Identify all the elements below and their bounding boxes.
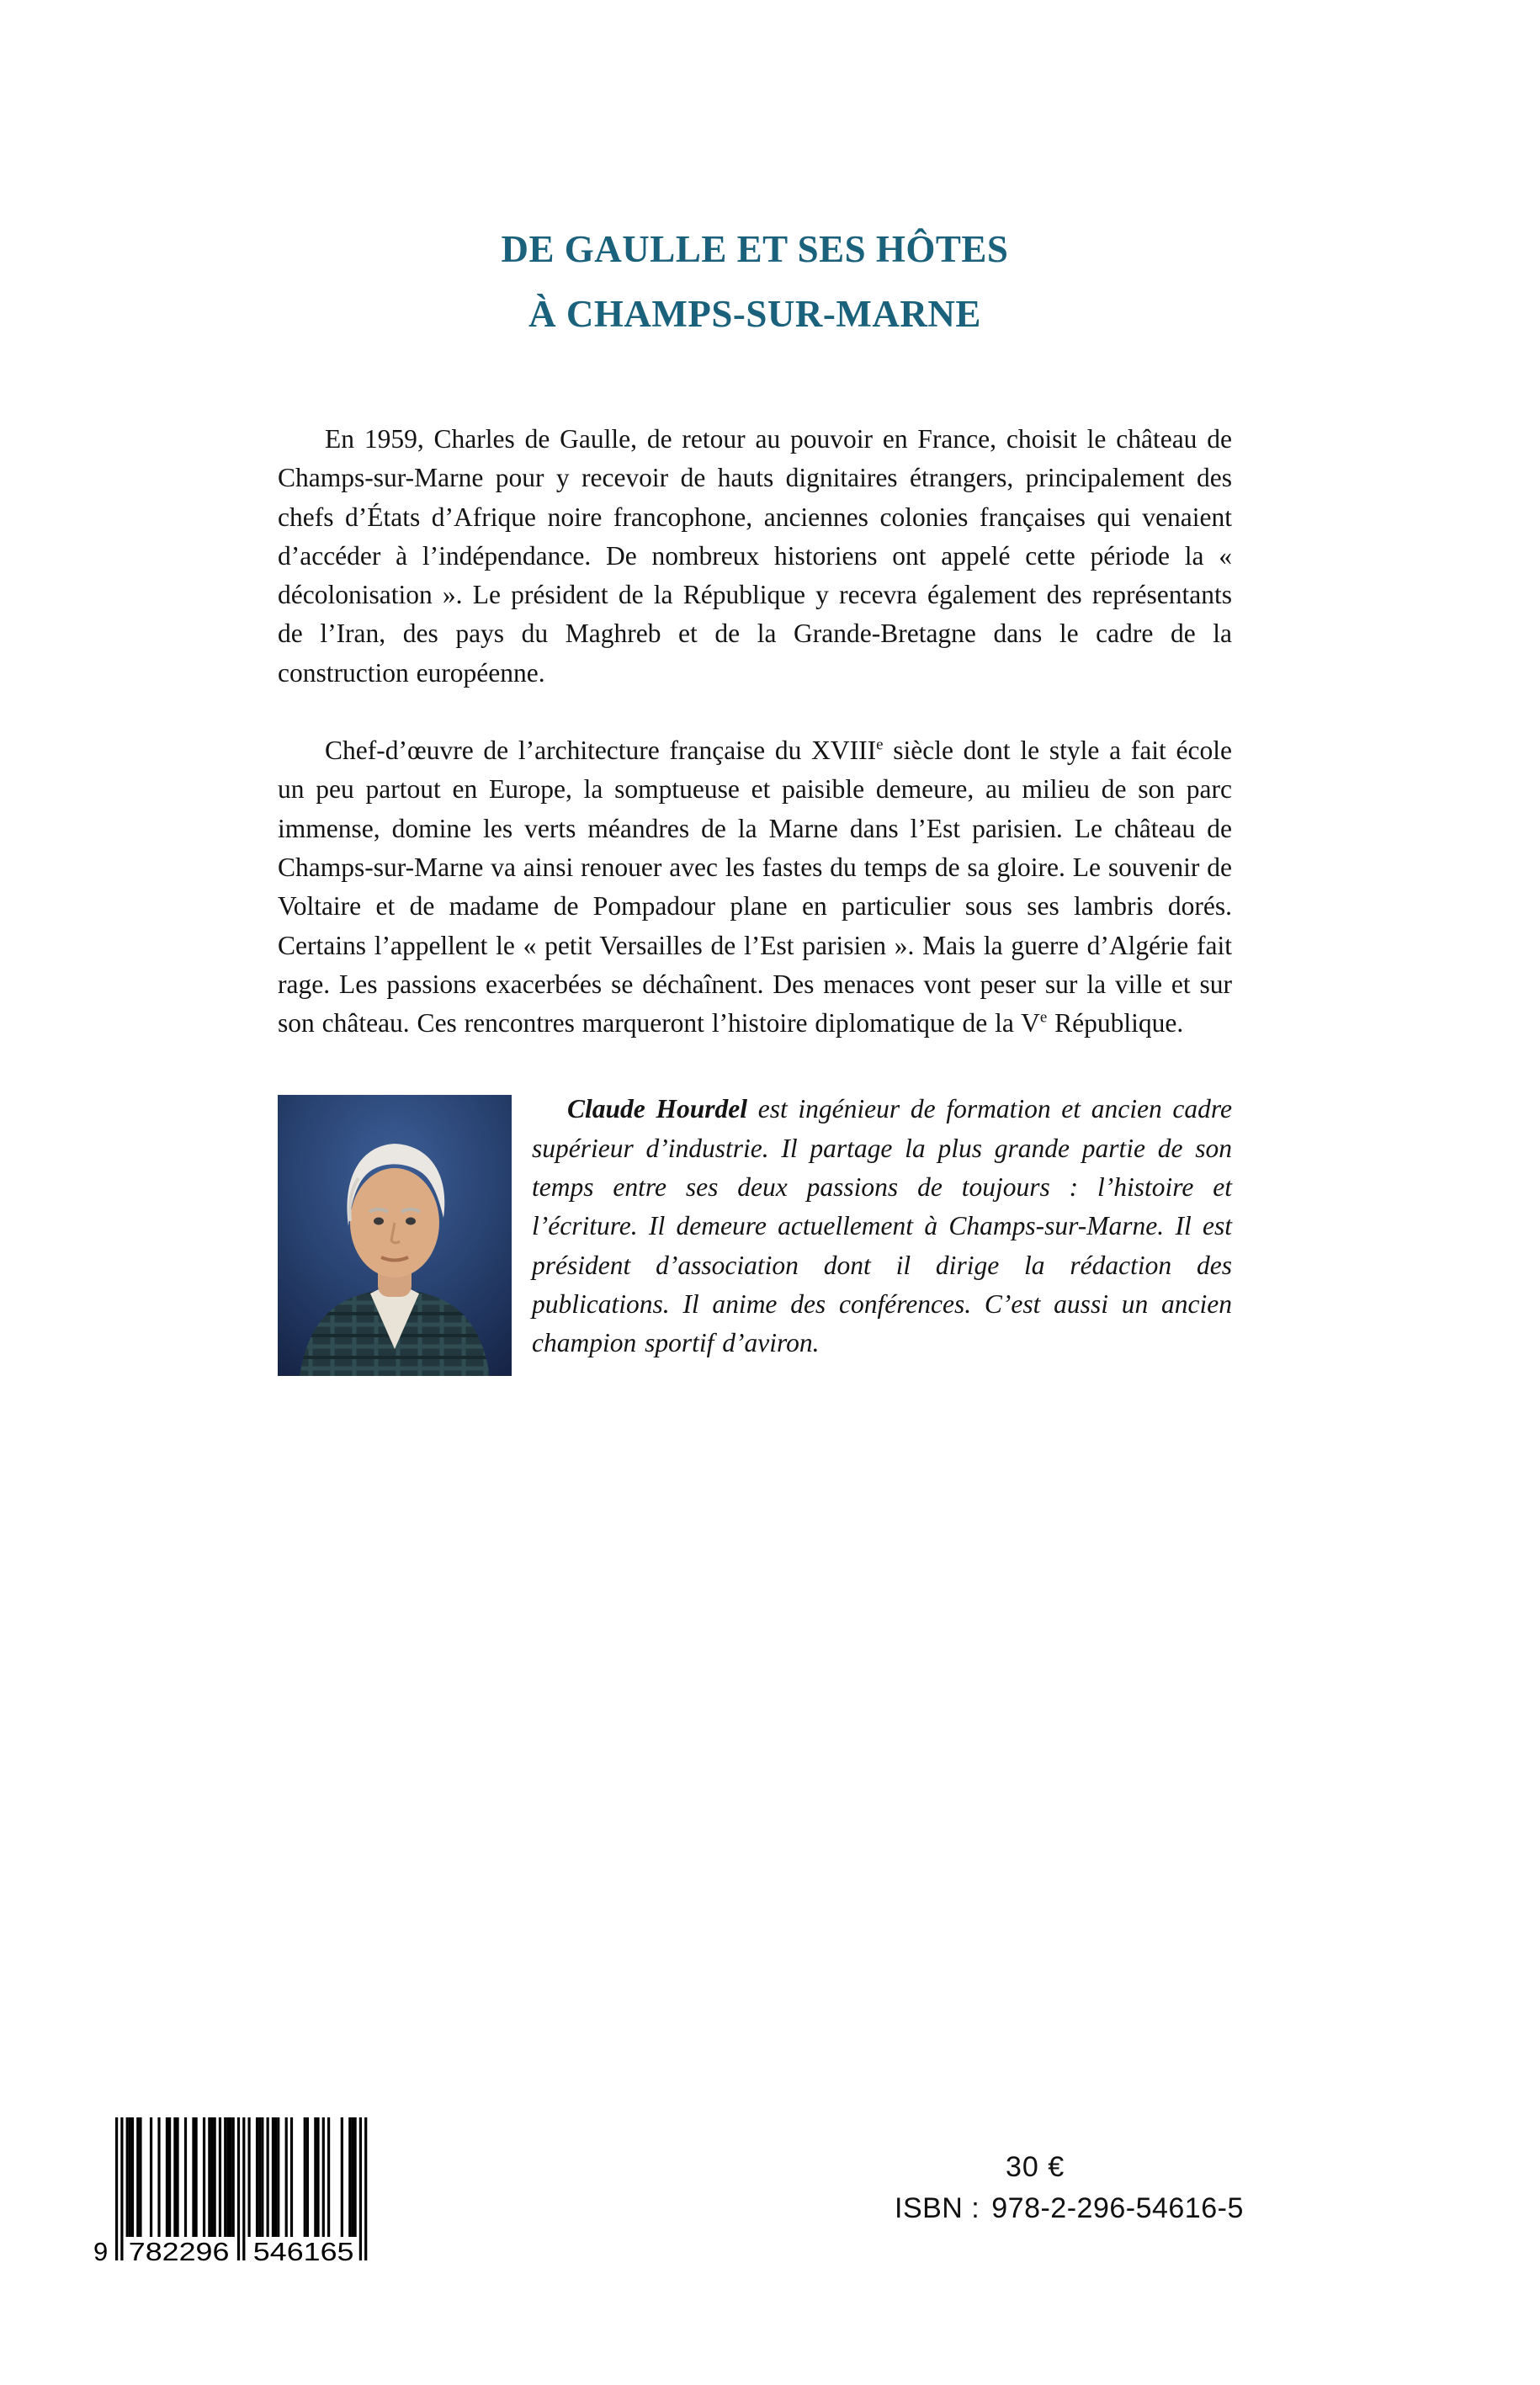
price-isbn-block bbox=[895, 2151, 1244, 2225]
superscript-e: e bbox=[876, 736, 884, 754]
isbn-line bbox=[895, 2192, 1244, 2225]
author-portrait-image bbox=[278, 1095, 512, 1376]
paragraph-2 bbox=[278, 731, 1232, 1043]
svg-text:9: 9 bbox=[93, 2237, 109, 2266]
isbn-label: ISBN : bbox=[895, 2192, 980, 2224]
book-title-line2: À CHAMPS-SUR-MARNE bbox=[528, 292, 981, 335]
superscript-e: e bbox=[1039, 1008, 1048, 1027]
price: 30 € bbox=[1006, 2151, 1065, 2183]
paragraph-2-part1: Chef-d’œuvre de l’architecture française du XVIII bbox=[325, 736, 877, 766]
author-bio-text: est ingénieur de formation et ancien cadre supérieur d’industrie. Il partage la plus grande partie de son temps entre ses deux passions de toujours : l’histoire et l’écriture. Il demeure actuellement à Champs-sur-Marne. Il est président d’association dont il dirige la rédaction des publications. Il anime des conférences. C’est aussi un ancien champion sportif d’aviron. bbox=[532, 1094, 1232, 1358]
isbn-number: 978-2-296-54616-5 bbox=[991, 2192, 1244, 2224]
author-bio bbox=[278, 1090, 1232, 1362]
paragraph-1: En 1959, Charles de Gaulle, de retour au pouvoir en France, choisit le château de Champs-sur-Marne pour y recevoir de hauts dignitaires étrangers, principalement des chefs d’États d’Afrique noire francophone, anciennes colonies françaises qui venaient d’accéder à l’indépendance. De nombreux historiens ont appelé cette période la « décolonisation ». Le président de la République y recevra également des représentants de l’Iran, des pays du Maghreb et de la Grande-Bretagne dans le cadre de la construction européenne. bbox=[278, 424, 1232, 688]
cover-content bbox=[278, 217, 1232, 1381]
book-title-line1: DE GAULLE ET SES HÔTES bbox=[501, 228, 1009, 270]
barcode-block bbox=[88, 2117, 374, 2290]
paragraph-2-part3: République. bbox=[1047, 1008, 1184, 1038]
author-name: Claude Hourdel bbox=[567, 1094, 747, 1124]
book-title bbox=[278, 217, 1232, 346]
barcode bbox=[88, 2117, 374, 2290]
svg-text:546165: 546165 bbox=[252, 2237, 354, 2266]
paragraph-2-part2: siècle dont le style a fait école un peu partout en Europe, la somptueuse et paisible demeure, au milieu de son parc immense, domine les verts méandres de la Marne dans l’Est parisien. Le château de Champs-sur-Marne va ainsi renouer avec les fastes du temps de sa gloire. Le souvenir de Voltaire et de madame de Pompadour plane en particulier sous ses lambris dorés. Certains l’appellent le « petit Versailles de l’Est parisien ». Mais la guerre d’Algérie fait rage. Les passions exacerbées se déchaînent. Des menaces vont peser sur la ville et sur son château. Ces rencontres marqueront l’histoire diplomatique de la V bbox=[278, 736, 1232, 1038]
svg-text:782296: 782296 bbox=[128, 2237, 230, 2266]
